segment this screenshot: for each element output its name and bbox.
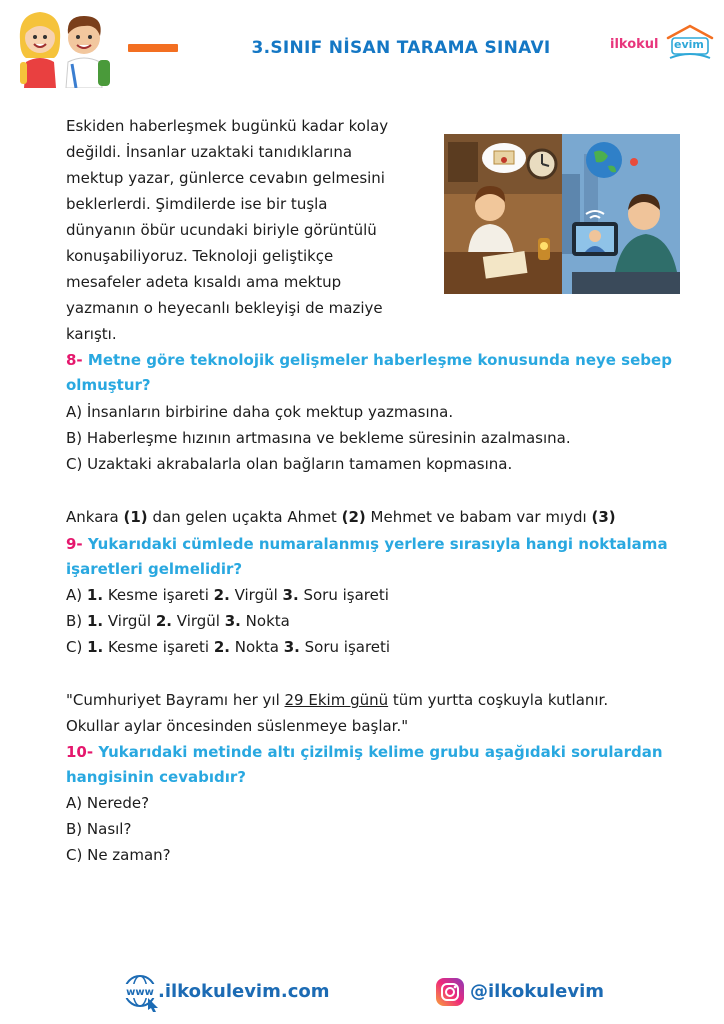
page-title: 3.SINIF NİSAN TARAMA SINAVI: [251, 38, 551, 58]
option-part: Virgül: [107, 612, 152, 630]
option-letter: A): [66, 586, 83, 604]
passage-line: dünyanın öbür ucundaki biriyle görüntülü: [66, 221, 377, 239]
passage-line: değildi. İnsanlar uzaktaki tanıdıklarına: [66, 143, 353, 161]
ilkokulevim-logo: [608, 24, 718, 64]
quote-part: "Cumhuriyet Bayramı her yıl: [66, 691, 285, 709]
quote-part: tüm yurtta coşkuyla kutlanır.: [388, 691, 609, 709]
question-10-line1: [66, 742, 663, 762]
www-label: www: [126, 987, 154, 998]
answer-option[interactable]: B) Nasıl?: [66, 820, 132, 838]
globe-www-icon: [122, 974, 162, 1012]
option-letter: C): [66, 638, 83, 656]
option-letter: B): [66, 612, 83, 630]
answer-option[interactable]: A) İnsanların birbirine daha çok mektup yazmasına.: [66, 403, 454, 421]
option-index: 2.: [213, 638, 230, 656]
passage-line: yazmanın o heyecanlı bekleyişi de maziye: [66, 299, 383, 317]
letter-vs-videocall-illustration: [444, 134, 680, 294]
option-index: 1.: [87, 638, 104, 656]
option-part: Kesme işareti: [108, 638, 210, 656]
option-part: Soru işareti: [303, 586, 389, 604]
option-part: Nokta: [234, 638, 279, 656]
passage-line: mektup yazar, günlerce cevabın gelmesini: [66, 169, 385, 187]
option-part: Nokta: [245, 612, 290, 630]
passage-line: mesafeler adeta kısaldı ama mektup: [66, 273, 342, 291]
question-8-line2: olmuştur?: [66, 376, 151, 394]
answer-option[interactable]: [66, 637, 390, 657]
passage-line: konuşabiliyoruz. Teknoloji geliştikçe: [66, 247, 334, 265]
question-10-line2: hangisinin cevabıdır?: [66, 768, 246, 786]
logo-text-evim: evim: [674, 38, 704, 51]
passage-line: karıştı.: [66, 325, 117, 343]
option-index: 3.: [283, 638, 300, 656]
question-9-sentence: [66, 507, 616, 527]
option-part: Kesme işareti: [107, 586, 209, 604]
sentence-part: dan gelen uçakta Ahmet: [147, 508, 342, 526]
question-number: 8-: [66, 351, 83, 369]
underlined-phrase: 29 Ekim günü: [284, 691, 389, 709]
question-10-text: Yukarıdaki metinde altı çizilmiş kelime grubu aşağıdaki sorulardan: [98, 743, 663, 761]
kids-illustration: [14, 4, 114, 88]
question-9-line2: işaretleri gelmelidir?: [66, 560, 243, 578]
answer-option[interactable]: C) Uzaktaki akrabalarla olan bağların tamamen kopmasına.: [66, 455, 513, 473]
sentence-part: Mehmet ve babam var mıydı: [365, 508, 592, 526]
logo-text-ilkokul: ilkokul: [610, 37, 659, 52]
option-index: 2.: [213, 586, 230, 604]
header-accent-bar: [128, 44, 178, 52]
instagram-handle[interactable]: @ilkokulevim: [470, 981, 605, 1002]
option-index: 2.: [155, 612, 172, 630]
option-part: Soru işareti: [304, 638, 391, 656]
option-index: 3.: [224, 612, 241, 630]
option-index: 1.: [86, 586, 104, 604]
option-part: Virgül: [234, 586, 278, 604]
question-8-text: Metne göre teknolojik gelişmeler haberleşme konusunda neye sebep: [87, 351, 672, 369]
website-link[interactable]: .ilkokulevim.com: [158, 981, 330, 1002]
passage-line: beklerlerdi. Şimdilerde ise bir tuşla: [66, 195, 328, 213]
question-10-quote-line2: Okullar aylar öncesinden süslenmeye başlar.": [66, 717, 409, 735]
blank-marker: (1): [123, 508, 148, 526]
option-part: Virgül: [176, 612, 220, 630]
instagram-icon: [436, 978, 464, 1006]
option-index: 3.: [282, 586, 299, 604]
blank-marker: (2): [341, 508, 366, 526]
question-number: 9-: [66, 535, 83, 553]
question-9-text: Yukarıdaki cümlede numaralanmış yerlere sırasıyla hangi noktalama: [87, 535, 668, 553]
answer-option[interactable]: A) Nerede?: [66, 794, 150, 812]
question-9-line1: [66, 534, 668, 554]
answer-option[interactable]: C) Ne zaman?: [66, 846, 171, 864]
sentence-part: Ankara: [66, 508, 124, 526]
answer-option[interactable]: [66, 611, 290, 631]
question-10-quote-line1: [66, 690, 608, 710]
question-number: 10-: [66, 743, 94, 761]
answer-option[interactable]: [66, 585, 389, 605]
blank-marker: (3): [591, 508, 616, 526]
option-index: 1.: [86, 612, 104, 630]
passage-line: Eskiden haberleşmek bugünkü kadar kolay: [66, 117, 389, 135]
question-8-line1: [66, 350, 672, 370]
answer-option[interactable]: B) Haberleşme hızının artmasına ve bekleme süresinin azalmasına.: [66, 429, 571, 447]
